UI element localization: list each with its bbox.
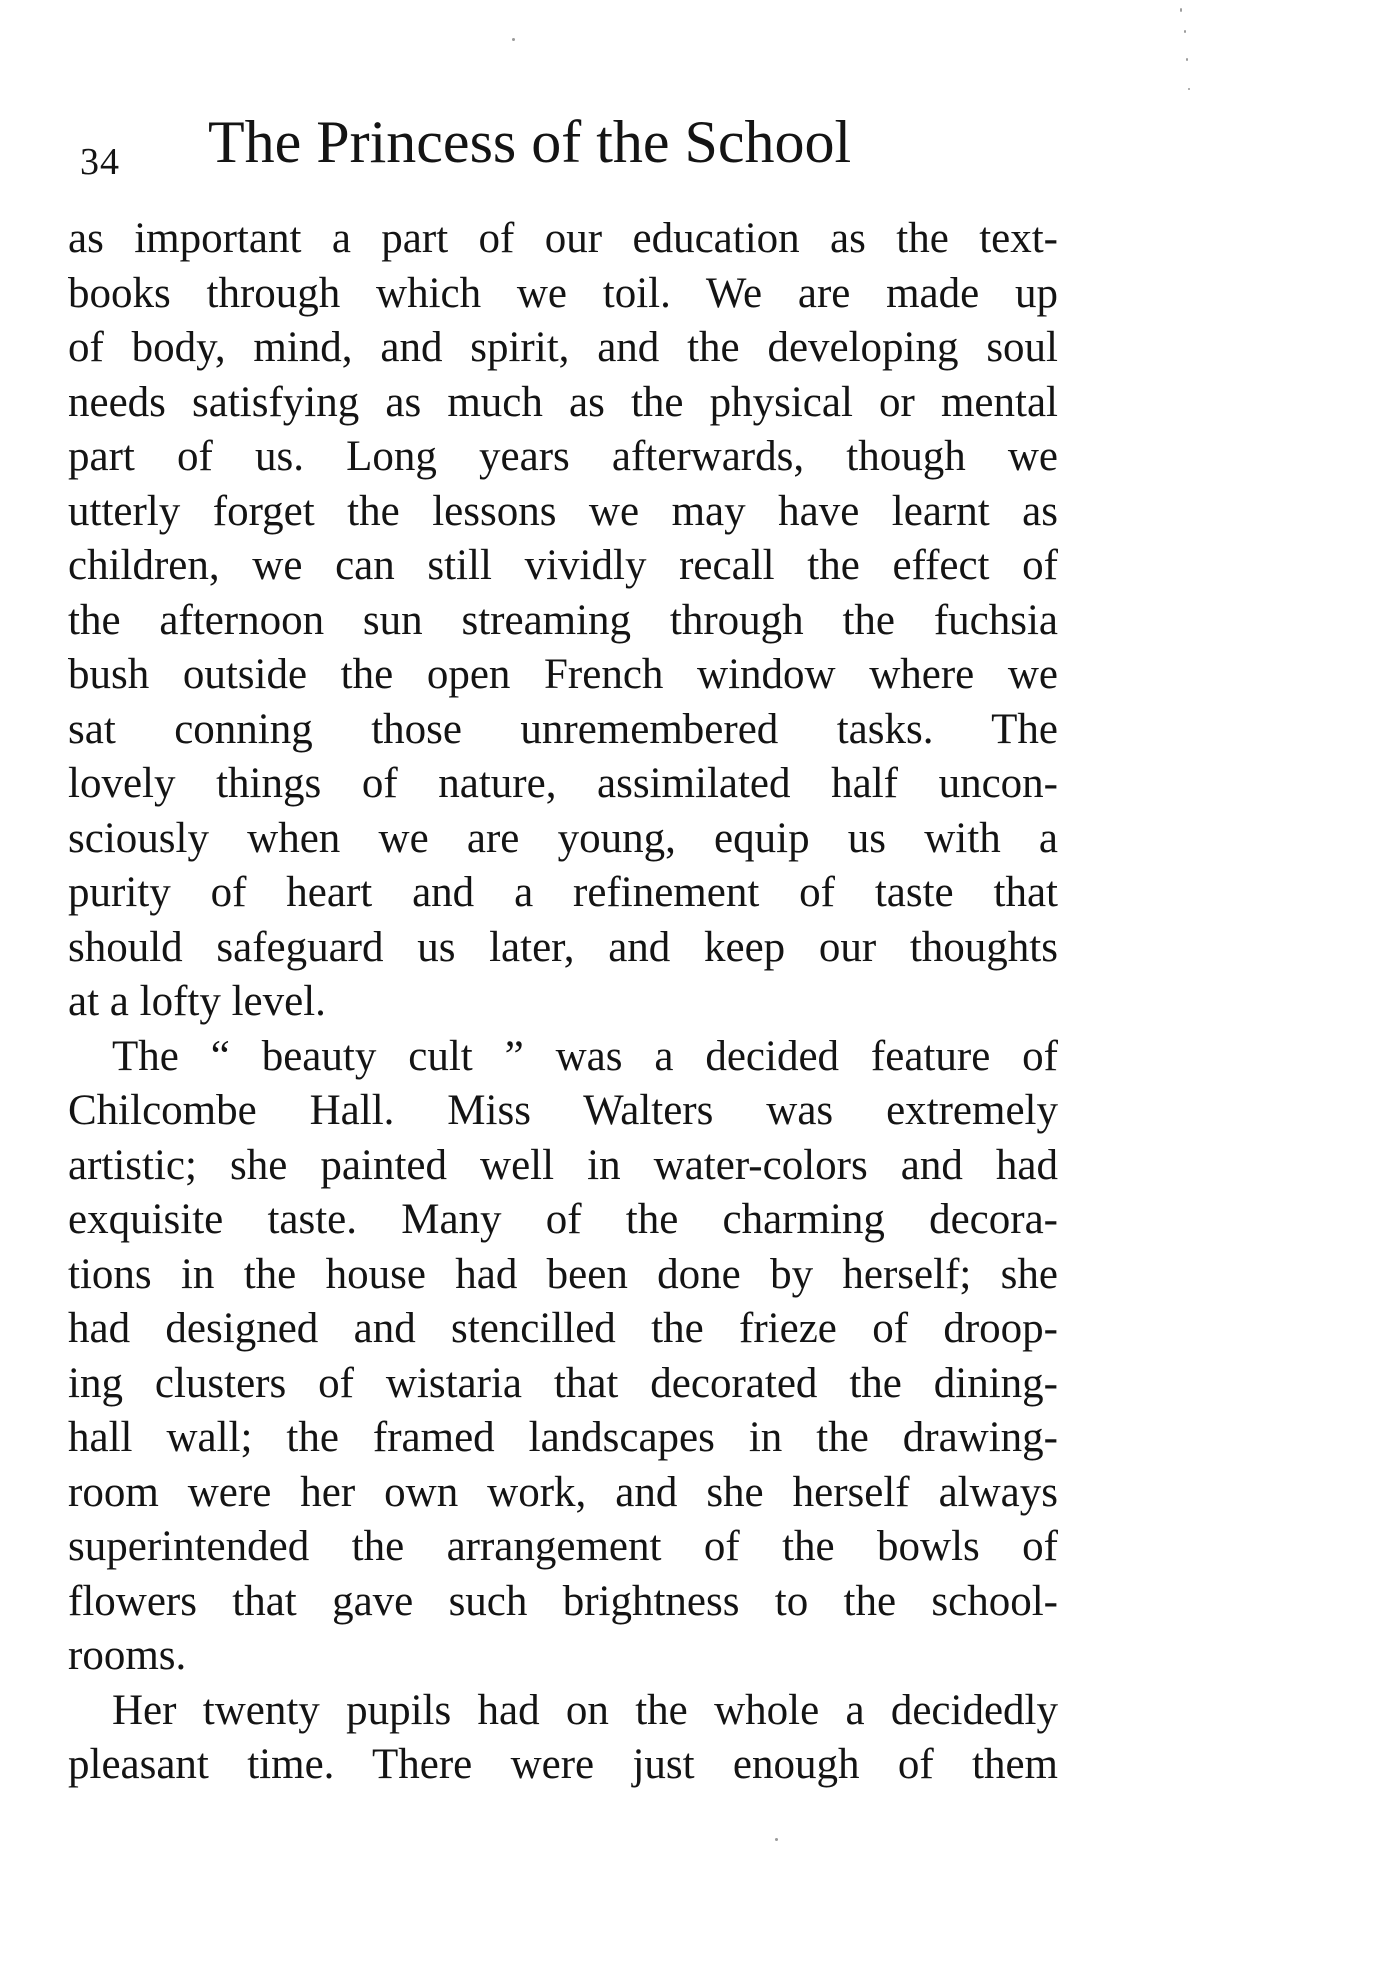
text-line: exquisite taste. Many of the charming decora- xyxy=(68,1196,1058,1243)
text-line: hall wall; the framed landscapes in the drawing- xyxy=(68,1414,1058,1461)
text-line: as important a part of our education as the text- xyxy=(68,215,1058,262)
text-line: Chilcombe Hall. Miss Walters was extremely xyxy=(68,1087,1058,1134)
text-line: room were her own work, and she herself always xyxy=(68,1468,1058,1516)
scan-speck xyxy=(1184,30,1186,33)
text-line: artistic; she painted well in water-colors and had xyxy=(68,1141,1058,1189)
text-line: pleasant time. There were just enough of them xyxy=(68,1741,1058,1788)
page-header xyxy=(70,108,1060,188)
text-line: Her twenty pupils had on the whole a decidedly xyxy=(112,1686,1058,1734)
text-line: needs satisfying as much as the physical or mental xyxy=(68,378,1058,426)
scan-speck xyxy=(1180,8,1182,12)
text-line: The “ beauty cult ” was a decided feature of xyxy=(112,1032,1058,1080)
text-line: had designed and stencilled the frieze of droop- xyxy=(68,1305,1058,1352)
text-line: lovely things of nature, assimilated half uncon- xyxy=(68,760,1058,807)
text-line: utterly forget the lessons we may have learnt as xyxy=(68,487,1058,535)
scan-speck xyxy=(1188,88,1190,90)
text-line: children, we can still vividly recall the effect of xyxy=(68,542,1058,589)
text-line: flowers that gave such brightness to the school- xyxy=(68,1577,1058,1625)
text-line: of body, mind, and spirit, and the developing soul xyxy=(68,324,1058,371)
scan-speck xyxy=(775,1838,778,1841)
body-text xyxy=(68,212,1058,1793)
text-line: sat conning those unremembered tasks. The xyxy=(68,705,1058,753)
text-line: rooms. xyxy=(68,1632,187,1679)
scan-speck xyxy=(512,38,515,41)
text-line: at a lofty level. xyxy=(68,978,326,1025)
text-line: bush outside the open French window where we xyxy=(68,651,1058,698)
page-number: 34 xyxy=(80,141,120,183)
running-title: The Princess of the School xyxy=(208,109,852,175)
text-line: sciously when we are young, equip us with a xyxy=(68,814,1058,862)
text-line: books through which we toil. We are made up xyxy=(68,269,1058,317)
paragraph-1 xyxy=(68,212,1058,1030)
text-line: should safeguard us later, and keep our thoughts xyxy=(68,923,1058,971)
text-line: ing clusters of wistaria that decorated the dining- xyxy=(68,1359,1058,1407)
text-line: part of us. Long years afterwards, though we xyxy=(68,433,1058,480)
paragraph-3 xyxy=(68,1684,1058,1793)
text-line: the afternoon sun streaming through the fuchsia xyxy=(68,596,1058,644)
text-line: purity of heart and a refinement of taste that xyxy=(68,869,1058,916)
text-line: tions in the house had been done by herself; she xyxy=(68,1250,1058,1298)
text-line: superintended the arrangement of the bowls of xyxy=(68,1523,1058,1570)
scan-speck xyxy=(1186,58,1188,61)
paragraph-2 xyxy=(68,1030,1058,1684)
